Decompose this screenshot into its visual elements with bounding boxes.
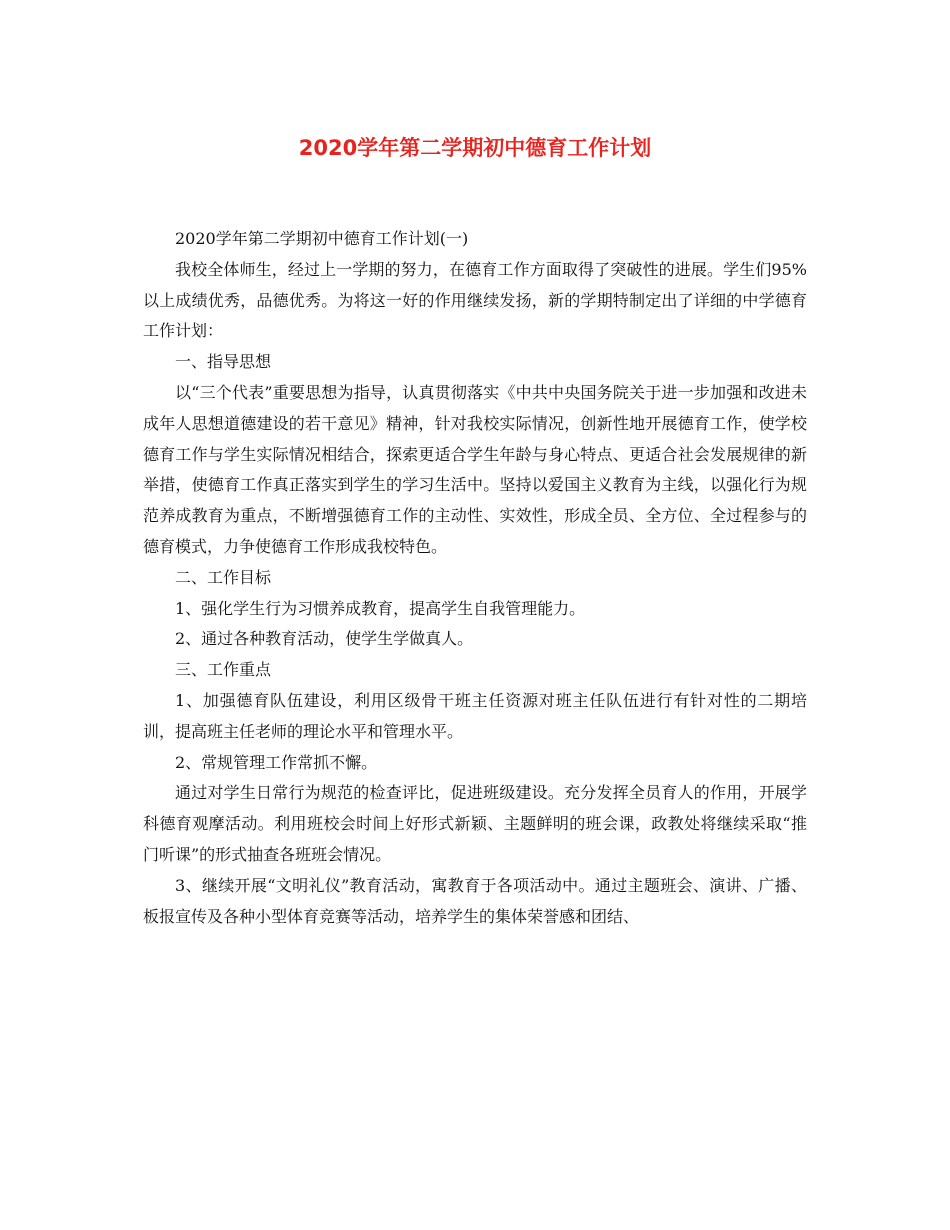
section-heading-guiding-ideology: 一、指导思想 — [175, 352, 272, 372]
section-heading-work-focus: 三、工作重点 — [175, 660, 272, 680]
goal-item-2: 2、通过各种教育活动，使学生学做真人。 — [175, 629, 474, 649]
section-heading-work-goals: 二、工作目标 — [175, 567, 272, 587]
paragraph-routine-management: 通过对学生日常行为规范的检查评比，促进班级建设。充分发挥全员育人的作用，开展学科德育观摩活动。利用班校会时间上好形式新颖、主题鲜明的班会课，政教处将继续采取“推门听课”的形式抽查各班班会情况。 — [143, 783, 807, 864]
focus-item-3: 3、继续开展“文明礼仪”教育活动，寓教育于各项活动中。通过主题班会、演讲、广播、板报宣传及各种小型体育竞赛等活动，培养学生的集体荣誉感和团结、 — [143, 875, 807, 926]
paragraph-subtitle: 2020学年第二学期初中德育工作计划(一) — [175, 229, 469, 248]
focus-item-1: 1、加强德育队伍建设，利用区级骨干班主任资源对班主任队伍进行有针对性的二期培训，提高班主任老师的理论水平和管理水平。 — [143, 690, 807, 741]
goal-item-1: 1、强化学生行为习惯养成教育，提高学生自我管理能力。 — [175, 598, 586, 618]
paragraph-intro: 我校全体师生，经过上一学期的努力，在德育工作方面取得了突破性的进展。学生们95%以上成绩优秀，品德优秀。为将这一好的作用继续发扬，新的学期特制定出了详细的中学德育工作计划： — [143, 259, 807, 341]
document-title: 2020学年第二学期初中德育工作计划 — [298, 136, 652, 160]
focus-item-2: 2、常规管理工作常抓不懈。 — [175, 752, 378, 772]
document-body — [143, 224, 807, 932]
paragraph-guiding-ideology: 以“三个代表”重要思想为指导，认真贯彻落实《中共中央国务院关于进一步加强和改进未成年人思想道德建设的若干意见》精神，针对我校实际情况，创新性地开展德育工作，使学校德育工作与学生实际情况相结合，探索更适合学生年龄与身心特点、更适合社会发展规律的新举措，使德育工作真正落实到学生的学习生活中。坚持以爱国主义教育为主线，以强化行为规范养成教育为重点，不断增强德育工作的主动性、实效性，形成全员、全方位、全过程参与的德育模式，力争使德育工作形成我校特色。 — [143, 382, 807, 556]
